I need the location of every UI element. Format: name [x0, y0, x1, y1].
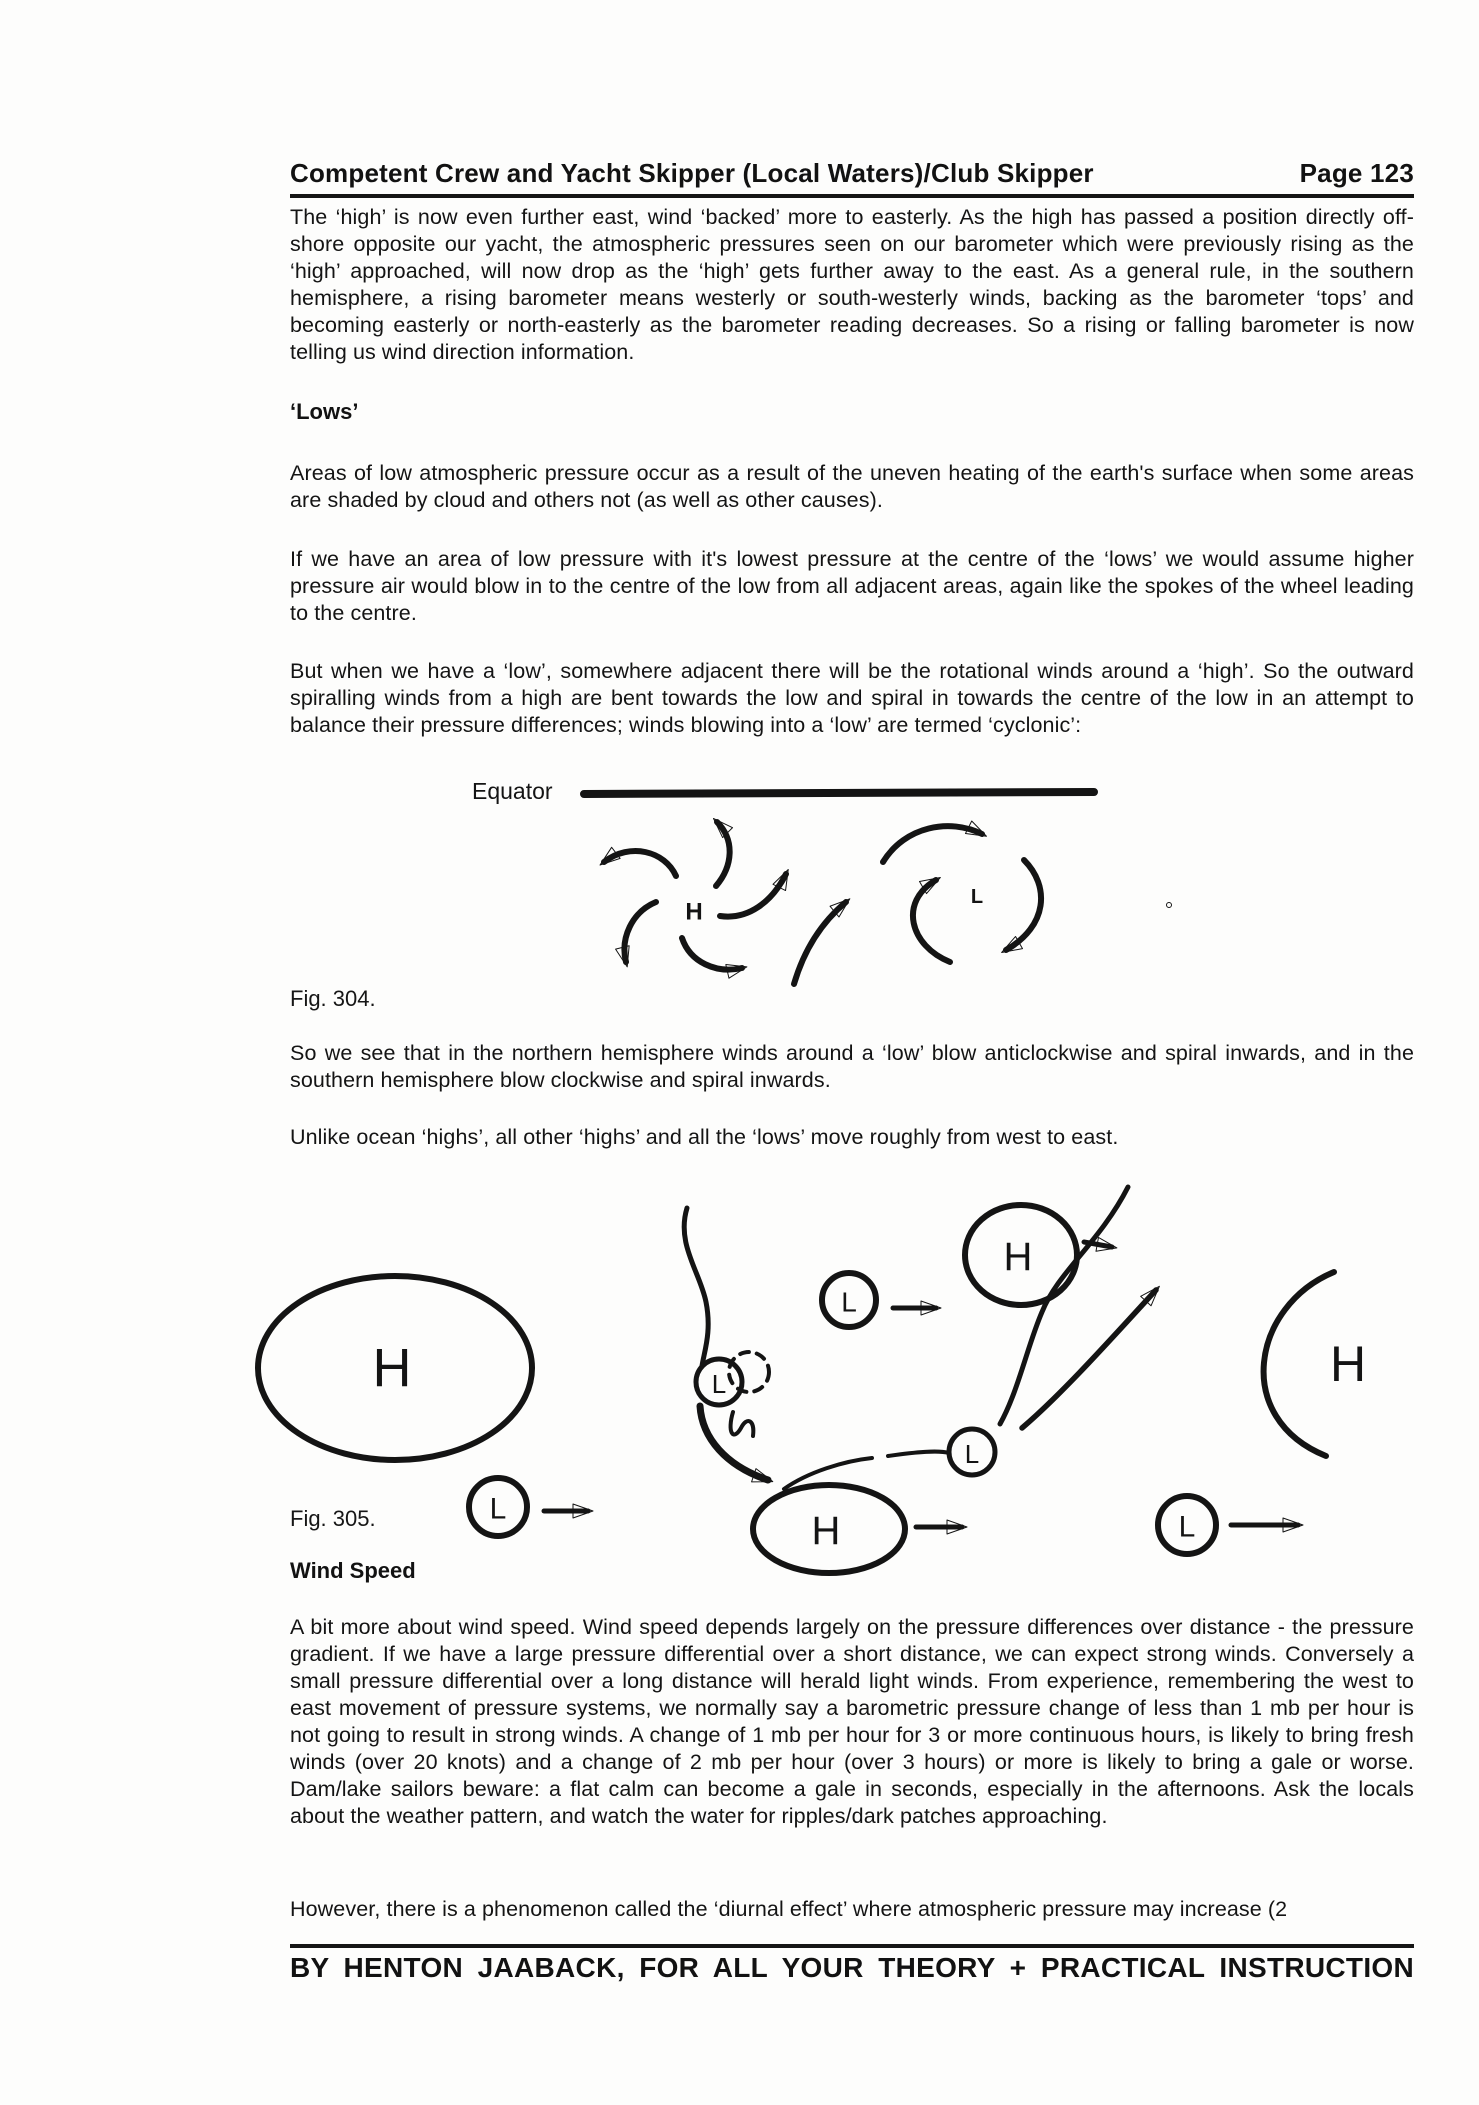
fig304-equator-line	[584, 792, 1094, 794]
fig-304-drawing	[430, 765, 1190, 1010]
fig305-front-arrow	[700, 1406, 768, 1480]
fig305-low-upper-symbol: L	[841, 1286, 857, 1318]
fig305-low-mid-symbol: L	[964, 1439, 980, 1469]
lows-paragraph-3: But when we have a ‘low’, somewhere adjacent there will be the rotational winds around a ‘high’. So the outward spiralling winds from a high are bent towards the low and spiral in towards the centre of the low in an attempt to balance their pressure differences; winds blowing into a ‘low’ are termed ‘cyclonic’:	[290, 659, 1414, 737]
fig305-high-top-blob	[965, 1205, 1077, 1305]
intro-paragraph: The ‘high’ is now even further east, wind ‘backed’ more to easterly. As the high has passed a position directly off-shore opposite our yacht, the atmospheric pressures seen on our barometer which were previously rising as the ‘high’ approached, will now drop as the ‘high’ gets further away to the east. As a general rule, in the southern hemisphere, a rising barometer means westerly or south-westerly winds, backing as the barometer ‘tops’ and becoming easterly or north-easterly as the barometer reading decreases. So a rising or falling barometer is now telling us wind direction information.	[290, 205, 1414, 364]
fig305-low-bottom-right-symbol: L	[1178, 1510, 1196, 1544]
lows-heading: ‘Lows’	[290, 399, 359, 424]
fig305-high-left-symbol: H	[372, 1338, 412, 1398]
fig304-high-arm-south-west	[624, 902, 656, 962]
fig305-low-front-symbol: L	[711, 1369, 727, 1399]
fig305-front-squiggle	[731, 1412, 754, 1436]
fig304-low-symbol: L	[970, 886, 984, 908]
fig304-high-symbol: H	[685, 898, 703, 926]
fig304-transfer-arrow	[794, 902, 846, 984]
fig-305-drawing	[230, 1180, 1430, 1595]
lows-paragraph-1: Areas of low atmospheric pressure occur as a result of the uneven heating of the earth's surface when some areas are shaded by cloud and others not (as well as other causes).	[290, 461, 1414, 512]
fig304-high-arm-south-east	[682, 938, 742, 970]
fig304-high-arm-north	[716, 822, 730, 886]
fig304-low-arc-top	[883, 826, 982, 862]
fig305-high-right-arc	[1264, 1272, 1334, 1456]
fig304-high-arm-east	[720, 874, 786, 917]
fig-304-caption: Fig. 304.	[290, 986, 376, 1011]
wind-speed-heading: Wind Speed	[290, 1558, 416, 1583]
west-to-east-paragraph: Unlike ocean ‘highs’, all other ‘highs’ and all the ‘lows’ move roughly from west to east.	[290, 1125, 1119, 1149]
fig304-low-arc-left	[913, 880, 950, 962]
fig305-lower-boundary-2	[888, 1452, 949, 1456]
fig304-low-arc-right	[1006, 860, 1041, 950]
fig304-ink-dot	[1167, 903, 1172, 908]
fig305-low-bottom-right-circle	[1158, 1496, 1216, 1554]
diurnal-paragraph: However, there is a phenomenon called the ‘diurnal effect’ where atmospheric pressure may increase (2	[290, 1897, 1288, 1921]
fig305-low-bottom-left-circle	[469, 1478, 527, 1536]
fig305-low-bottom-left-symbol: L	[489, 1492, 507, 1526]
fig305-low-upper-circle	[822, 1273, 876, 1327]
lows-paragraph-2: If we have an area of low pressure with it's lowest pressure at the centre of the ‘lows’ we would assume higher pressure air would blow in to the centre of the low from all adjacent areas, again like the spokes of the wheel leading to the centre.	[290, 547, 1414, 625]
wind-speed-paragraph: A bit more about wind speed. Wind speed depends largely on the pressure differences over distance - the pressure gradient. If we have a large pressure differential over a short distance, we can expect strong winds. Conversely a small pressure differential over a long distance will herald light winds. From experience, remembering the west to east movement of pressure systems, we normally say a barometric pressure change of less than 1 mb per hour is not going to result in strong winds. A change of 1 mb per hour for 3 or more continuous hours, is likely to bring fresh winds (over 20 knots) and a change of 2 mb per hour (over 3 hours) or more is likely to bring a gale or worse. Dam/lake sailors beware: a flat calm can become a gale in seconds, especially in the afternoons. Ask the locals about the weather pattern, and watch the water for ripples/dark patches approaching.	[290, 1615, 1414, 1828]
hemisphere-paragraph: So we see that in the northern hemisphere winds around a ‘low’ blow anticlockwise and spiral inwards, and in the southern hemisphere blow clockwise and spiral inwards.	[290, 1041, 1414, 1092]
fig305-front-line-right	[1000, 1187, 1128, 1424]
fig305-high-top-symbol: H	[1003, 1235, 1033, 1279]
fig305-high-bottom-symbol: H	[811, 1509, 841, 1553]
fig305-lower-boundary-1	[784, 1458, 872, 1489]
page-title: Competent Crew and Yacht Skipper (Local Waters)/Club Skipper	[290, 158, 1094, 188]
fig305-low-front-circle	[696, 1359, 742, 1405]
fig305-low-mid-circle	[949, 1429, 995, 1475]
page-number: Page 123	[1299, 158, 1414, 188]
fig305-front-line-left	[684, 1208, 708, 1366]
fig304-equator-label: Equator	[472, 778, 553, 804]
page-header	[290, 158, 1414, 198]
fig305-swoop-arrow	[1022, 1290, 1156, 1428]
footer-banner: BY HENTON JAABACK, FOR ALL YOUR THEORY + PRACTICAL INSTRUCTION	[290, 1944, 1414, 1984]
fig305-dashed-low-circle	[729, 1352, 769, 1392]
fig305-high-top-arrow	[1084, 1242, 1112, 1247]
fig305-high-right-symbol: H	[1329, 1336, 1367, 1392]
fig-305-caption: Fig. 305.	[290, 1506, 376, 1531]
fig304-high-arm-west	[604, 851, 676, 876]
fig305-high-left-oval	[258, 1276, 532, 1460]
